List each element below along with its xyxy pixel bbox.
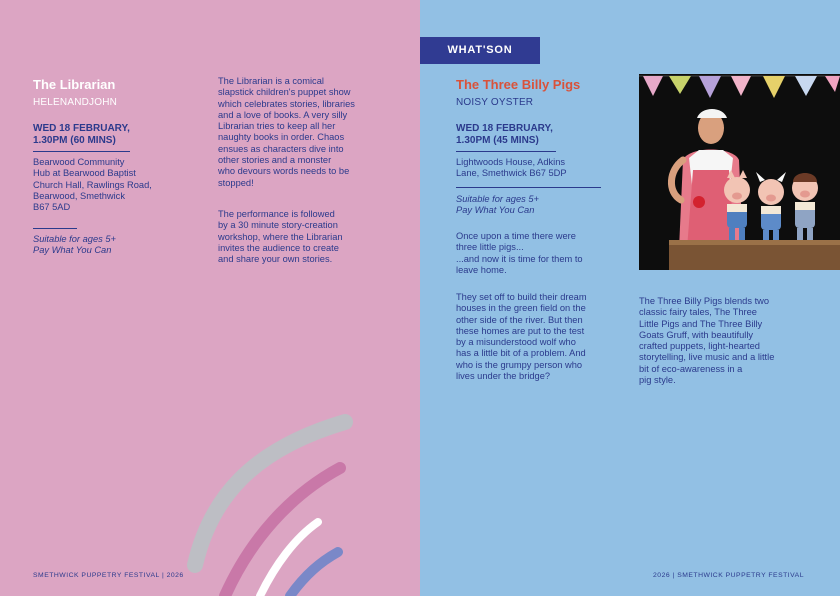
time-line: 1.30PM (60 MINS) bbox=[33, 135, 116, 146]
description-line: invites the audience to create bbox=[218, 242, 339, 253]
price-info: Pay What You Can bbox=[33, 245, 112, 256]
blue-brush-stroke bbox=[290, 552, 338, 596]
performer-photo bbox=[639, 74, 840, 270]
event-date bbox=[33, 123, 130, 147]
description-line: these homes are put to the test bbox=[456, 325, 585, 336]
caption-line: Goats Gruff, with beautifully bbox=[639, 329, 754, 340]
description-line: The Librarian is a comical bbox=[218, 76, 324, 86]
description-line: who is the grumpy person who bbox=[456, 359, 583, 370]
age-price-info bbox=[456, 194, 539, 217]
caption-line: storytelling, live music and a little bbox=[639, 352, 775, 363]
description-line: naughty books in order. Chaos bbox=[218, 132, 345, 143]
description-line: workshop, where the Librarian bbox=[218, 231, 343, 242]
description-line: leave home. bbox=[456, 264, 507, 275]
caption-line: classic fairy tales, The Three bbox=[639, 307, 757, 318]
venue-line: B67 5AD bbox=[33, 202, 71, 213]
description-line: who devours words needs to be bbox=[218, 166, 350, 177]
description-line: three little pigs... bbox=[456, 242, 524, 253]
description-line: has a little bit of a problem. And bbox=[456, 348, 586, 359]
description-line: and a love of books. A very silly bbox=[218, 109, 348, 120]
venue-address bbox=[33, 157, 152, 213]
price-info: Pay What You Can bbox=[456, 205, 535, 216]
description-intro bbox=[456, 231, 634, 276]
puppeteer-with-pig-puppets-image bbox=[639, 74, 840, 270]
caption-line: pig style. bbox=[639, 375, 676, 386]
company-name: NOISY OYSTER bbox=[456, 97, 534, 108]
divider bbox=[456, 187, 601, 188]
description-line: slapstick children's puppet show bbox=[218, 87, 351, 98]
venue-address bbox=[456, 157, 567, 180]
description-line: The performance is followed bbox=[218, 209, 335, 219]
description-line: They set off to build their dream bbox=[456, 292, 587, 302]
venue-line: Church Hall, Rawlings Road, bbox=[33, 179, 152, 190]
company-name: HELENANDJOHN bbox=[33, 97, 118, 108]
right-page bbox=[420, 0, 840, 596]
age-price-info bbox=[33, 234, 116, 257]
description-line: Once upon a time there were bbox=[456, 231, 576, 241]
description-line: by a misunderstood wolf who bbox=[456, 337, 576, 348]
description-line: ...and now it is time for them to bbox=[456, 253, 583, 264]
grey-brush-stroke bbox=[195, 422, 345, 565]
caption-line: bit of eco-awareness in a bbox=[639, 363, 743, 374]
caption-line: The Three Billy Pigs blends two bbox=[639, 296, 770, 306]
event-date bbox=[456, 123, 553, 147]
description-line: other side of the river. But then bbox=[456, 314, 583, 325]
description-line: which celebrates stories, libraries bbox=[218, 98, 355, 109]
description-workshop bbox=[218, 209, 398, 265]
divider bbox=[456, 151, 556, 152]
caption-line: crafted puppets, light-hearted bbox=[639, 341, 760, 352]
venue-line: Hub at Bearwood Baptist bbox=[33, 168, 136, 179]
description-line: houses in the green field on the bbox=[456, 303, 586, 314]
description-line: other stories and a monster bbox=[218, 155, 332, 166]
divider bbox=[33, 228, 77, 229]
age-suitability: Suitable for ages 5+ bbox=[456, 194, 539, 204]
date-line: WED 18 FEBRUARY, bbox=[456, 123, 553, 134]
photo-caption bbox=[639, 296, 829, 386]
age-suitability: Suitable for ages 5+ bbox=[33, 234, 116, 244]
description-story bbox=[456, 292, 634, 382]
divider bbox=[33, 151, 130, 152]
description-line: lives under the bridge? bbox=[456, 371, 551, 382]
venue-line: Bearwood Community bbox=[33, 157, 125, 167]
venue-line: Bearwood, Smethwick bbox=[33, 190, 125, 201]
caption-line: Little Pigs and The Three Billy bbox=[639, 318, 763, 329]
footer-festival-name: 2026 | SMETHWICK PUPPETRY FESTIVAL bbox=[653, 572, 804, 579]
description-line: stopped! bbox=[218, 177, 254, 188]
venue-line: Lane, Smethwick B67 5DP bbox=[456, 168, 567, 179]
event-title-librarian: The Librarian bbox=[33, 77, 116, 92]
section-badge-whats-on: WHAT'SON bbox=[420, 37, 540, 64]
description-main bbox=[218, 76, 398, 189]
description-line: by a 30 minute story-creation bbox=[218, 220, 338, 231]
description-line: Librarian tries to keep all her bbox=[218, 121, 336, 132]
description-line: and share your own stories. bbox=[218, 254, 333, 265]
time-line: 1.30PM (45 MINS) bbox=[456, 135, 539, 146]
date-line: WED 18 FEBRUARY, bbox=[33, 123, 130, 134]
description-line: ensues as characters dive into bbox=[218, 143, 344, 154]
event-title-billy-pigs: The Three Billy Pigs bbox=[456, 77, 581, 92]
decorative-brush-strokes bbox=[0, 380, 420, 596]
footer-festival-name: SMETHWICK PUPPETRY FESTIVAL | 2026 bbox=[33, 572, 184, 579]
venue-line: Lightwoods House, Adkins bbox=[456, 157, 566, 167]
